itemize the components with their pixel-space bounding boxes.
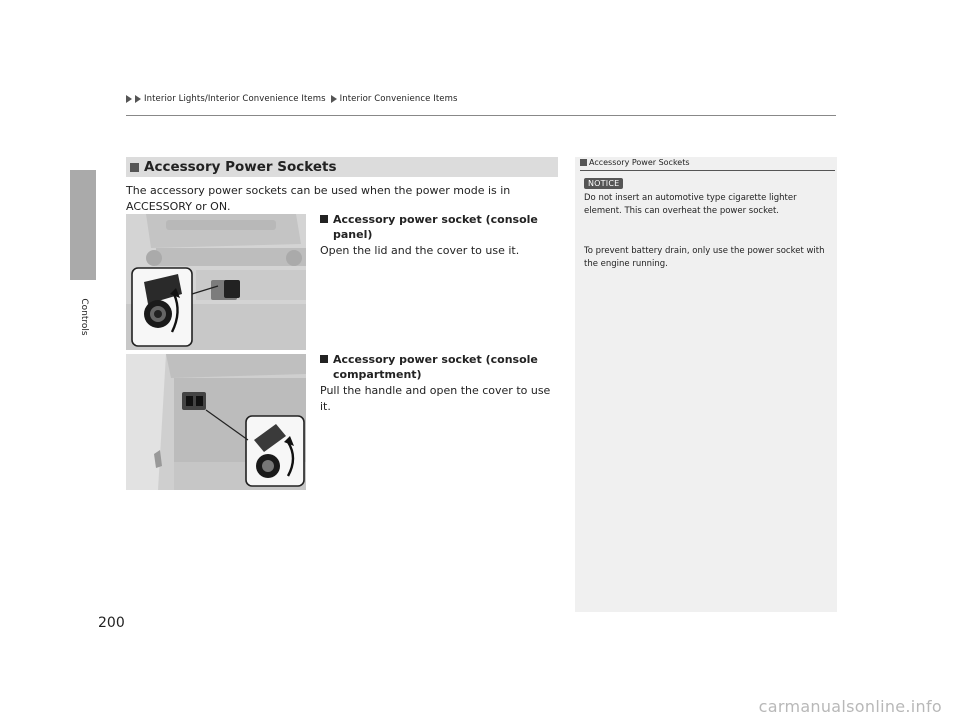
bullet-square-icon xyxy=(320,355,328,363)
watermark: carmanualsonline.info xyxy=(758,697,942,716)
notes-title xyxy=(580,158,835,171)
subsection-body: Pull the handle and open the cover to use it. xyxy=(320,384,551,413)
subsection-body: Open the lid and the cover to use it. xyxy=(320,244,520,257)
subsection-heading-text: Accessory power socket (console panel) xyxy=(333,213,538,241)
sidebar-tab xyxy=(70,170,96,280)
notes-title-text: Accessory Power Sockets xyxy=(589,158,690,167)
section-header xyxy=(126,157,558,177)
header-rule xyxy=(126,115,836,116)
console-panel-photo xyxy=(126,214,306,350)
subsection-heading xyxy=(320,212,560,242)
breadcrumb-arrow-icon xyxy=(331,95,337,103)
notes-panel xyxy=(575,157,837,612)
bullet-square-icon xyxy=(320,215,328,223)
intro-text: The accessory power sockets can be used when the power mode is in ACCESSORY or ON. xyxy=(126,184,511,213)
notice-badge: NOTICE xyxy=(584,178,623,189)
breadcrumb-arrow-icon xyxy=(135,95,141,103)
notice-text: Do not insert an automotive type cigarette lighter element. This can overheat the power socket. xyxy=(584,193,797,216)
subsection-heading xyxy=(320,352,560,382)
sidebar-label: Controls xyxy=(79,298,89,336)
console-panel-illustration xyxy=(126,214,306,350)
breadcrumb-arrow-icon xyxy=(126,95,132,103)
breadcrumb-part-1[interactable]: Interior Lights/Interior Convenience Items xyxy=(144,94,326,104)
subsection-console-compartment xyxy=(320,352,560,415)
section-square-icon xyxy=(130,163,139,172)
breadcrumb-part-2[interactable]: Interior Convenience Items xyxy=(339,94,458,104)
console-compartment-photo xyxy=(126,354,306,490)
section-title: Accessory Power Sockets xyxy=(144,159,337,175)
breadcrumb xyxy=(126,94,458,104)
note-marker-icon xyxy=(580,159,587,166)
battery-note-text: To prevent battery drain, only use the power socket with the engine running. xyxy=(584,246,825,269)
subsection-console-panel xyxy=(320,212,560,259)
page-number: 200 xyxy=(98,615,125,631)
console-compartment-illustration xyxy=(126,354,306,490)
subsection-heading-text: Accessory power socket (console compartment) xyxy=(333,353,538,381)
